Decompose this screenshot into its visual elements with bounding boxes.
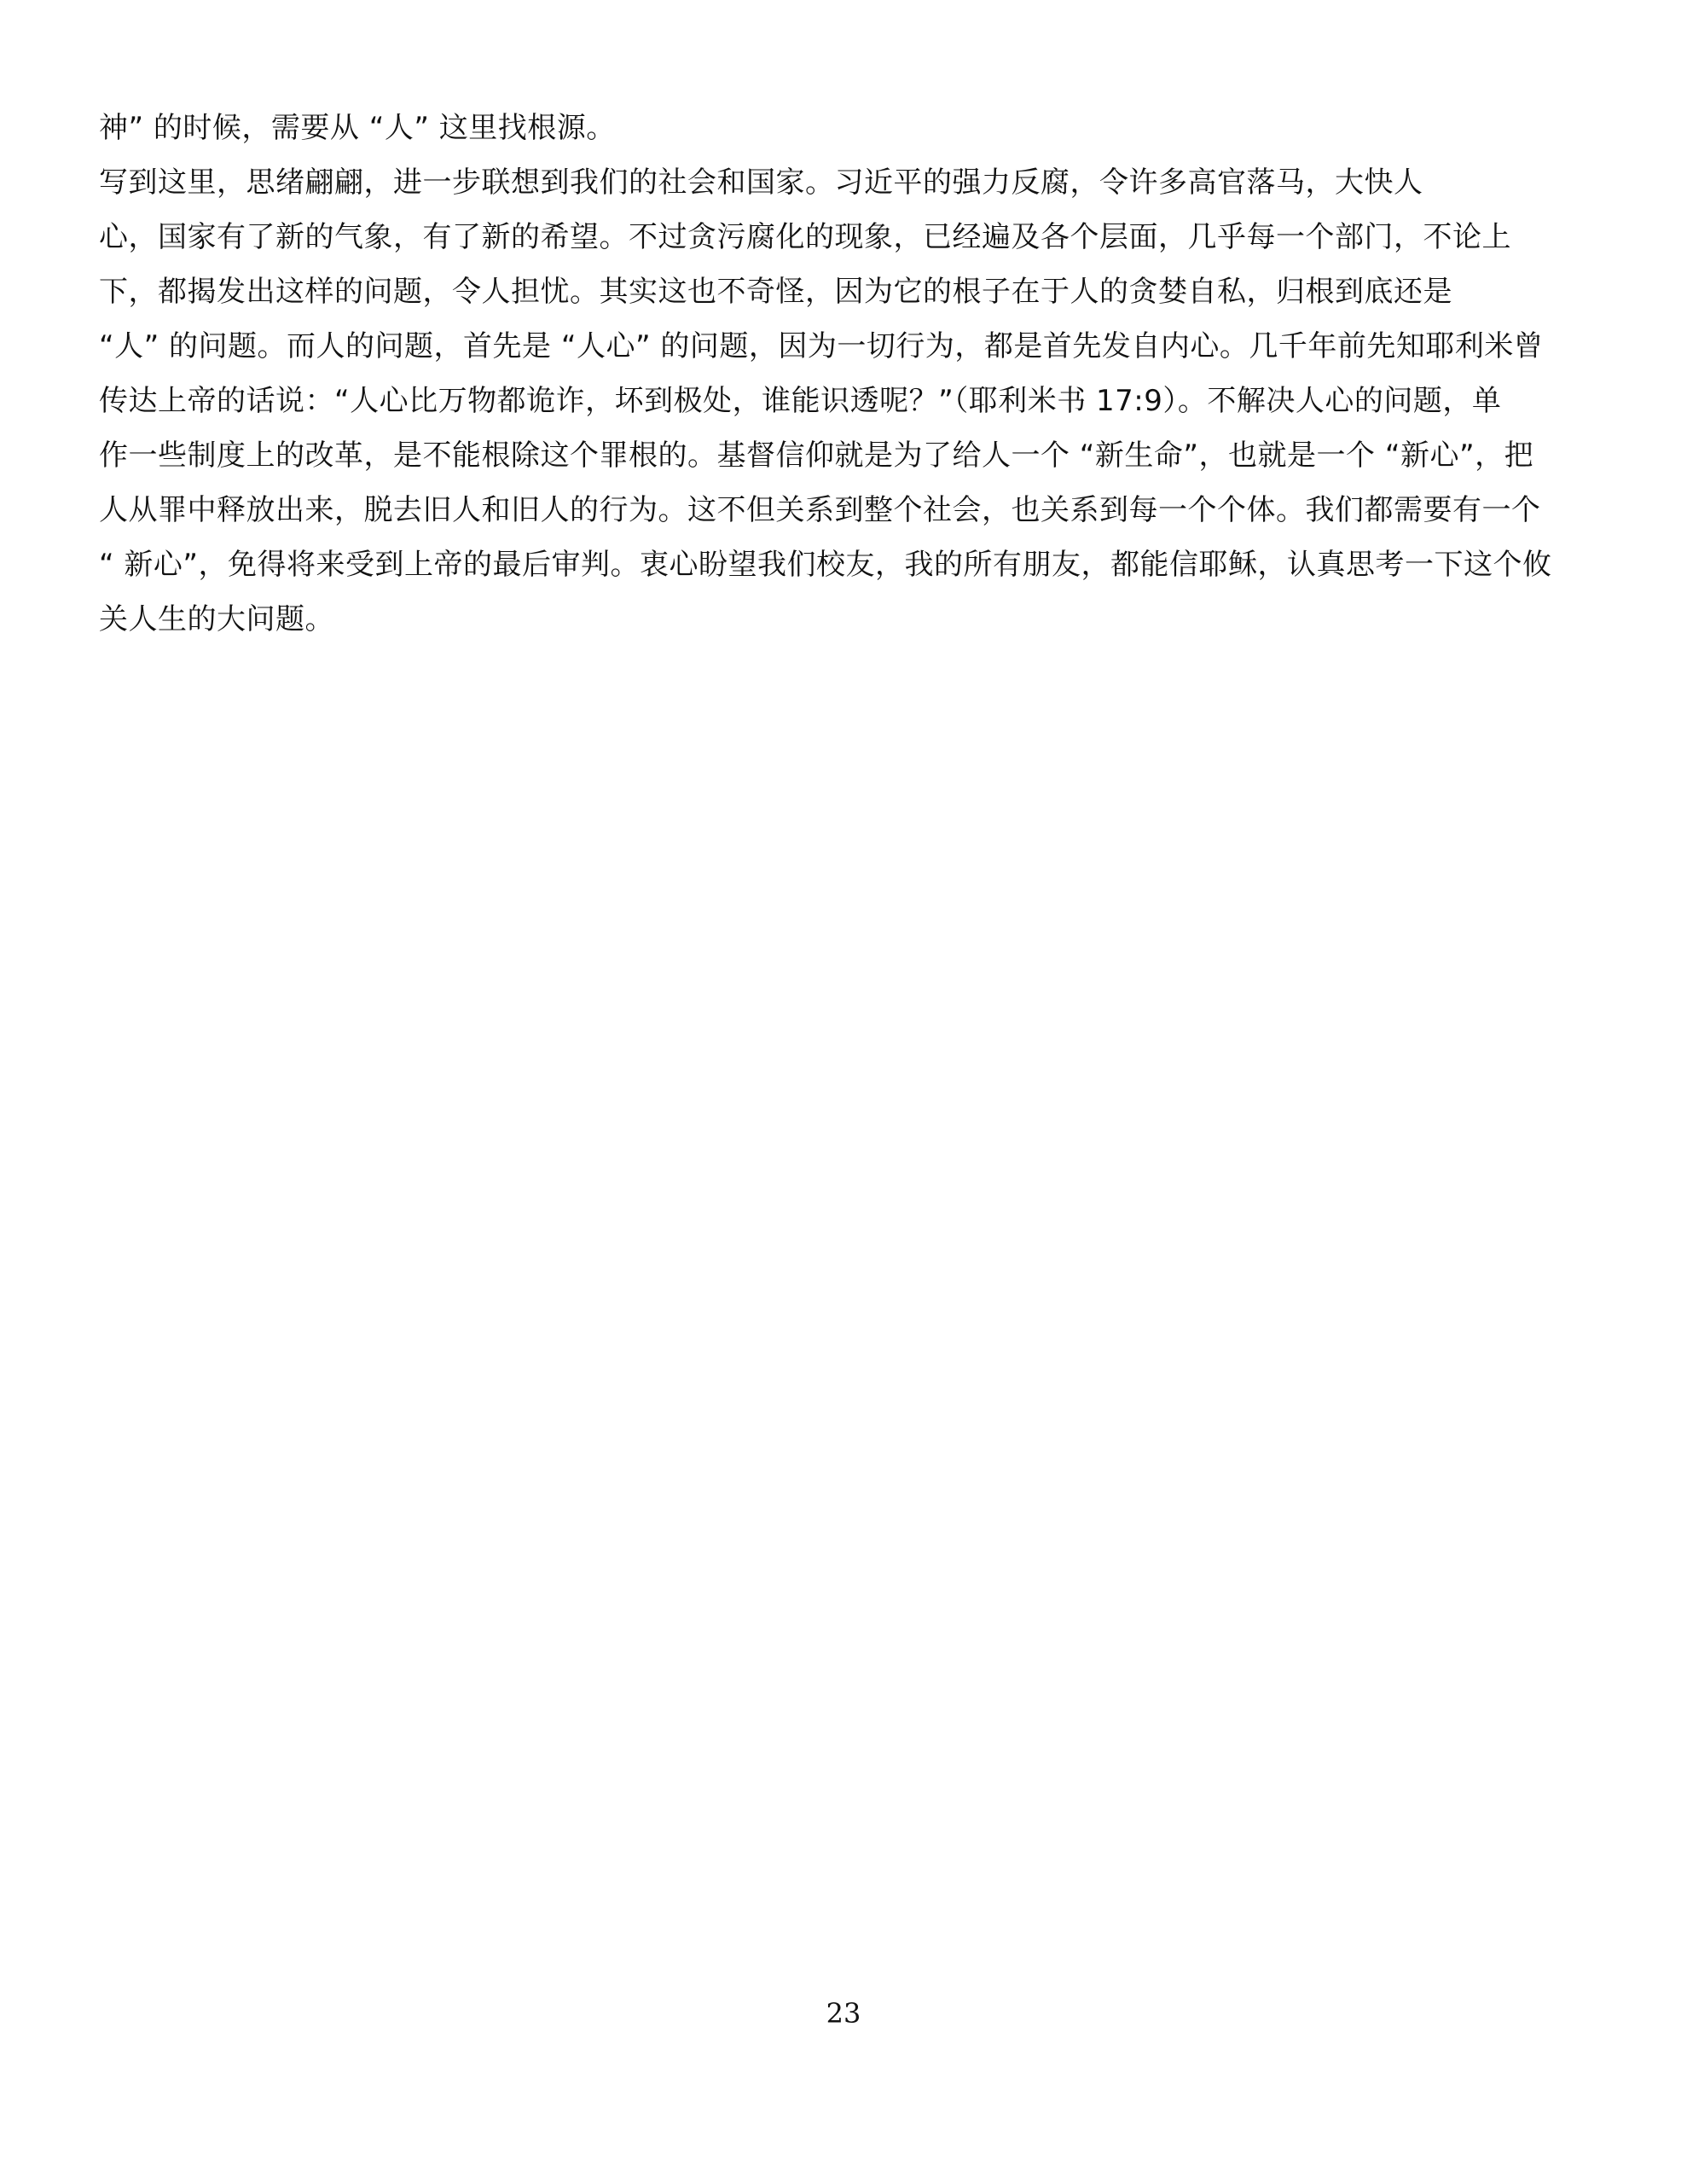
text-line: 作一些制度上的改革，是不能根除这个罪根的。基督信仰就是为了给人一个 “新生命”，也就是一个 “新心”，把 xyxy=(99,439,1534,473)
text-line: 写到这里，思绪翩翩，进一步联想到我们的社会和国家。习近平的强力反腐，令许多高官落马，大快人 xyxy=(99,166,1423,200)
text-line: 下，都揭发出这样的问题，令人担忧。其实这也不奇怪，因为它的根子在于人的贪婪自私，归根到底还是 xyxy=(99,275,1452,309)
text-line: 人从罪中释放出来，脱去旧人和旧人的行为。这不但关系到整个社会，也关系到每一个个体。我们都需要有一个 xyxy=(99,493,1541,527)
text-line: 关人生的大问题。 xyxy=(99,602,334,636)
page-number: 23 xyxy=(826,1997,861,2030)
text-line: 传达上帝的话说：“人心比万物都诡诈，坏到极处，谁能识透呢？”（耶利米书 17:9）。不解决人心的问题，单 xyxy=(99,384,1502,418)
text-line: 心，国家有了新的气象，有了新的希望。不过贪污腐化的现象，已经遍及各个层面，几乎每一个部门，不论上 xyxy=(99,220,1511,254)
text-line: 神” 的时候，需要从 “人” 这里找根源。 xyxy=(99,111,616,145)
text-line: “人” 的问题。而人的问题，首先是 “人心” 的问题，因为一切行为，都是首先发自内心。几千年前先知耶利米曾 xyxy=(99,329,1544,363)
text-line: “ 新心”，免得将来受到上帝的最后审判。衷心盼望我们校友，我的所有朋友，都能信耶稣，认真思考一下这个攸 xyxy=(99,548,1552,582)
